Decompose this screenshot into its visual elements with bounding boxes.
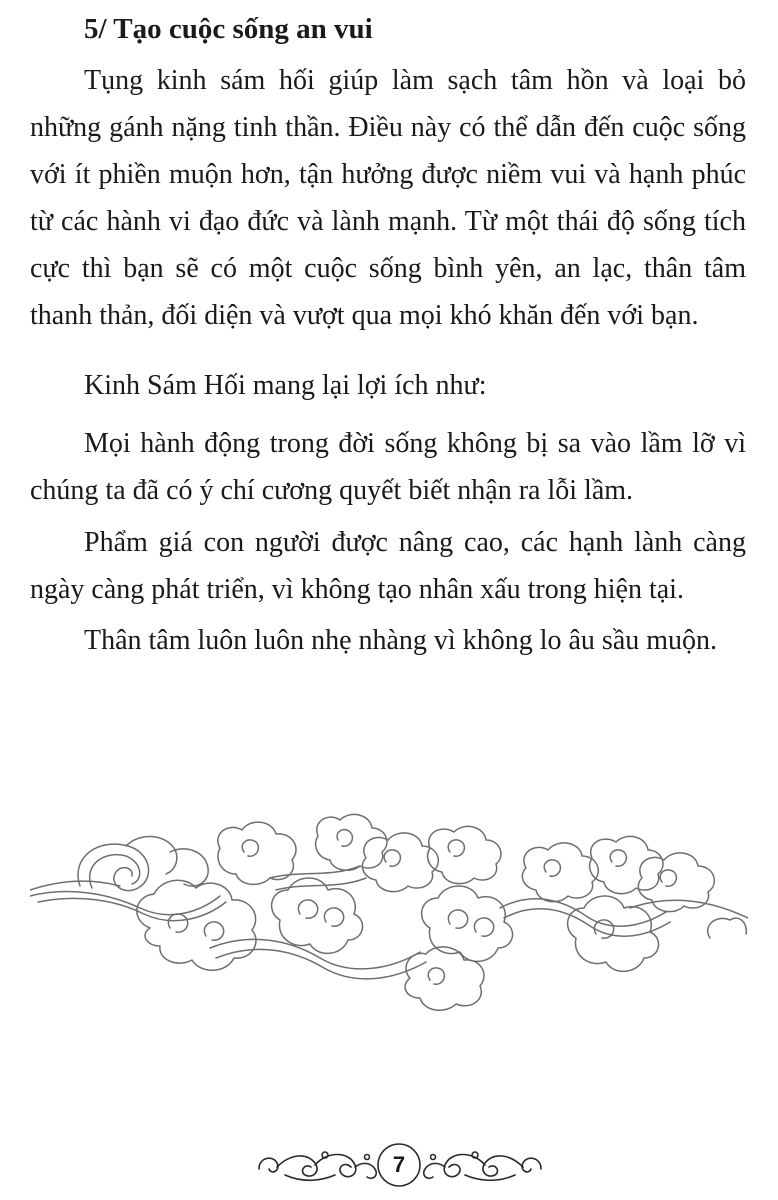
- paragraph-benefits-intro: Kinh Sám Hối mang lại lợi ích như:: [84, 370, 487, 401]
- cloud-wave-ornament-icon: [30, 808, 748, 1018]
- page-number: 7: [392, 1152, 406, 1177]
- section-heading: 5/ Tạo cuộc sống an vui: [84, 13, 373, 45]
- paragraph-benefit-2: Phẩm giá con người được nâng cao, các hạnh lành càng ngày càng phát triển, vì không tạo nhân xấu trong hiện tại.: [30, 527, 746, 605]
- paragraph-benefit-1: Mọi hành động trong đời sống không bị sa vào lầm lỡ vì chúng ta đã có ý chí cương quyết biết nhận ra lỗi lầm.: [30, 428, 746, 506]
- paragraph-benefit-3: Thân tâm luôn luôn nhẹ nhàng vì không lo âu sầu muộn.: [84, 625, 718, 656]
- paragraph-intro: Tụng kinh sám hối giúp làm sạch tâm hồn và loại bỏ những gánh nặng tinh thần. Điều này có thể dẫn đến cuộc sống với ít phiền muộn hơn, tận hưởng được niềm vui và hạnh phúc từ các hành vi đạo đức và lành mạnh. Từ một thái độ sống tích cực thì bạn sẽ có một cuộc sống bình yên, an lạc, thân tâm thanh thản, đối diện và vượt qua mọi khó khăn đến với bạn.: [30, 65, 746, 331]
